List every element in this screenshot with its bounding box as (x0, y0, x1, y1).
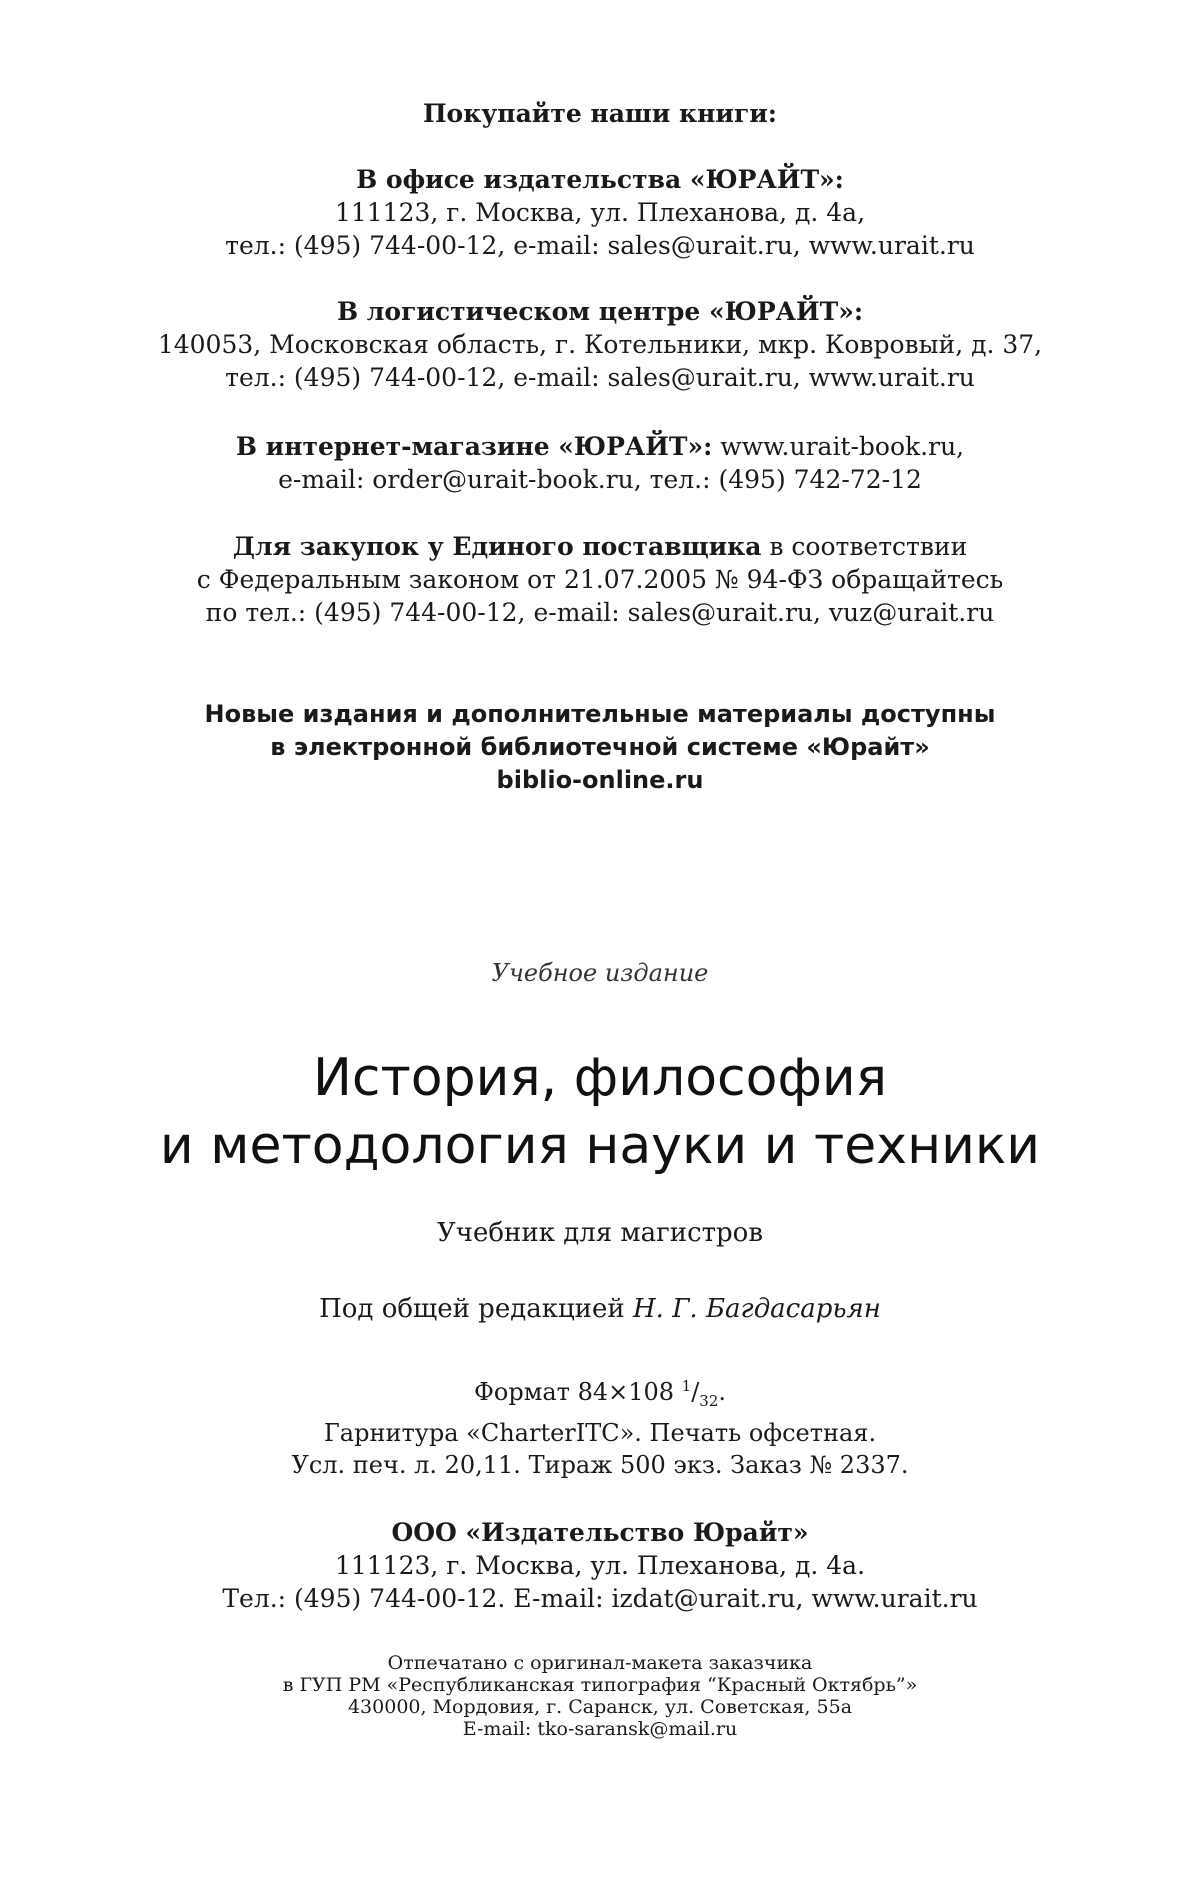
format-denominator: 32 (699, 1391, 719, 1410)
procurement-text-3: по тел.: (495) 744-00-12, e-mail: sales@urait.ru, vuz@urait.ru (205, 598, 995, 627)
ebs-url: biblio-online.ru (496, 766, 704, 794)
format-numerator: 1 (681, 1377, 692, 1395)
imprint-block (0, 1370, 1200, 1481)
procurement-heading: Для закупок у Единого поставщика (232, 532, 762, 561)
printer-block (0, 1652, 1200, 1740)
printer-line-2: в ГУП РМ «Республиканская типография “Красный Октябрь”» (282, 1674, 918, 1696)
format-line (0, 1370, 1200, 1417)
ebs-block (0, 698, 1200, 797)
format-suffix: . (718, 1378, 727, 1406)
format-prefix: Формат 84×108 (473, 1378, 682, 1406)
book-subtitle: Учебник для магистров (437, 1218, 763, 1248)
publisher-contacts: Тел.: (495) 744-00-12. E-mail: izdat@urait.ru, www.urait.ru (222, 1584, 978, 1613)
editor-prefix: Под общей редакцией (319, 1294, 633, 1324)
subtitle-block (0, 1216, 1200, 1250)
eshop-site: www.urait-book.ru, (712, 432, 965, 461)
printer-line-3: 430000, Мордовия, г. Саранск, ул. Советская, 55а (347, 1696, 853, 1718)
print-run-line: Усл. печ. л. 20,11. Тираж 500 экз. Заказ № 2337. (291, 1450, 909, 1479)
editor-line (0, 1292, 1200, 1326)
procurement-text-1: в соответствии (761, 532, 968, 561)
buy-heading: Покупайте наши книги: (422, 99, 778, 128)
book-title-line-2: и методология науки и техники (159, 1116, 1041, 1176)
eshop-contacts: e-mail: order@urait-book.ru, тел.: (495) 742-72-12 (278, 465, 922, 494)
typeface-line: Гарнитура «CharterITC». Печать офсетная. (323, 1418, 877, 1447)
office-heading: В офисе издательства «ЮРАЙТ»: (356, 165, 844, 194)
editor-name: Н. Г. Багдасарьян (633, 1294, 881, 1324)
buy-heading-block (0, 97, 1200, 130)
procurement-line-1 (0, 530, 1200, 563)
edition-type-block (0, 958, 1200, 988)
eshop-heading: В интернет-магазине «ЮРАЙТ»: (235, 432, 713, 461)
procurement-text-2: с Федеральным законом от 21.07.2005 № 94-ФЗ обращайтесь (196, 565, 1004, 594)
logistics-block (0, 295, 1200, 394)
publisher-block (0, 1516, 1200, 1615)
editor-block (0, 1292, 1200, 1326)
eshop-line (0, 430, 1200, 463)
office-block (0, 163, 1200, 262)
publisher-address: 111123, г. Москва, ул. Плеханова, д. 4а. (334, 1551, 866, 1580)
office-address: 111123, г. Москва, ул. Плеханова, д. 4а, (334, 198, 866, 227)
procurement-block (0, 530, 1200, 629)
printer-email: E-mail: tko-saransk@mail.ru (462, 1718, 738, 1740)
ebs-line-2: в электронной библиотечной системе «Юрайт» (270, 733, 930, 761)
ebs-line-1: Новые издания и дополнительные материалы доступны (204, 700, 996, 728)
logistics-address: 140053, Московская область, г. Котельники, мкр. Ковровый, д. 37, (157, 330, 1043, 359)
book-title-line-1: История, философия (313, 1048, 887, 1108)
logistics-heading: В логистическом центре «ЮРАЙТ»: (336, 297, 864, 326)
edition-type: Учебное издание (491, 959, 709, 987)
logistics-contacts: тел.: (495) 744-00-12, e-mail: sales@urait.ru, www.urait.ru (225, 363, 975, 392)
office-contacts: тел.: (495) 744-00-12, e-mail: sales@urait.ru, www.urait.ru (225, 231, 975, 260)
format-slash: / (691, 1378, 700, 1406)
eshop-block (0, 430, 1200, 496)
publisher-name: ООО «Издательство Юрайт» (391, 1518, 809, 1547)
book-title-block (0, 1044, 1200, 1180)
printer-line-1: Отпечатано с оригинал-макета заказчика (387, 1652, 813, 1674)
